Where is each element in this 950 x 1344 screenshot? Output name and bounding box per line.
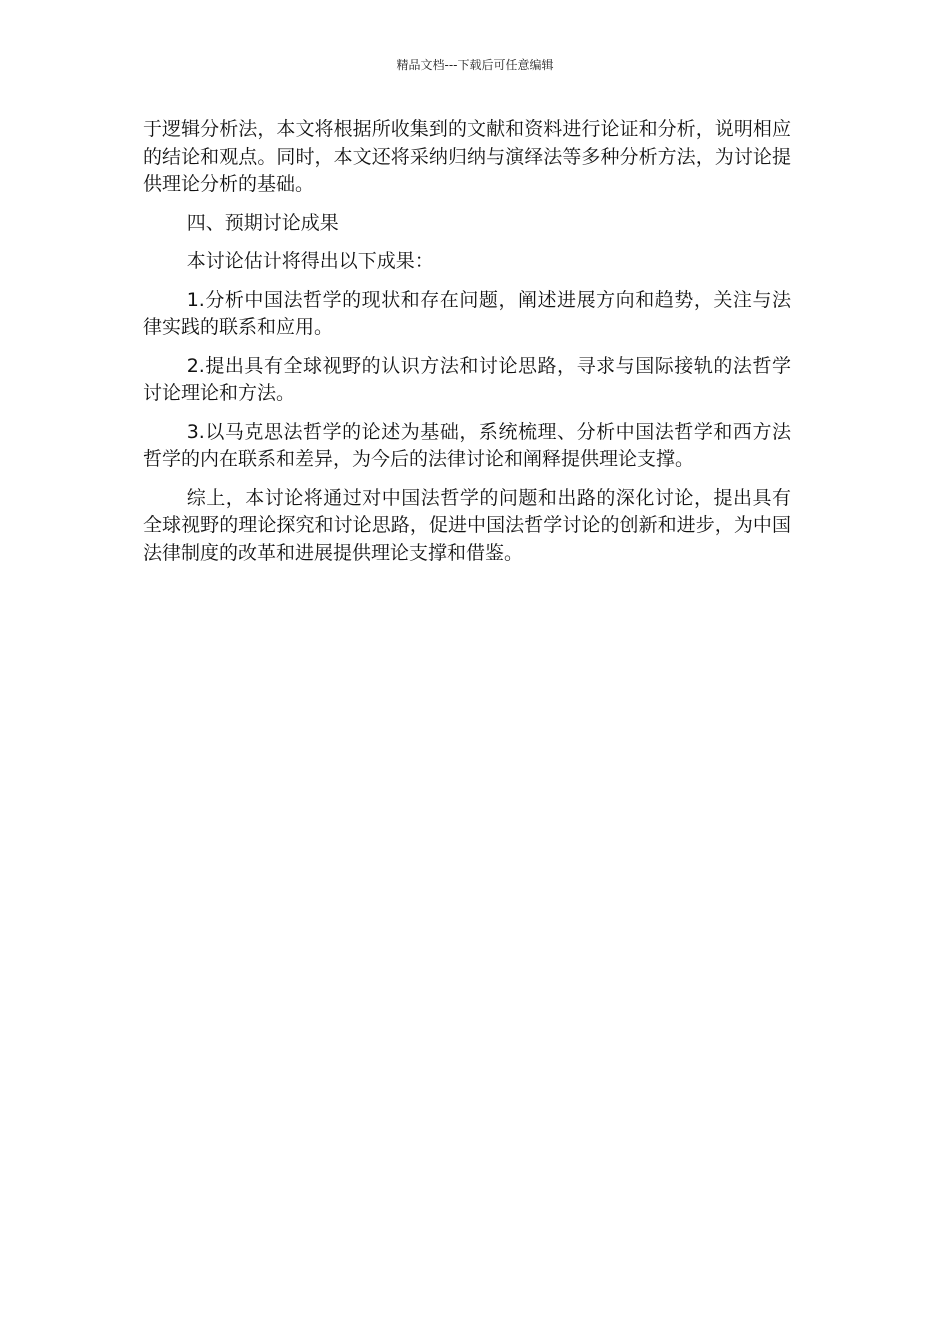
paragraph-results-intro: 本讨论估计将得出以下成果： xyxy=(186,250,434,272)
list-item-result-3: 3.以马克思法哲学的论述为基础，系统梳理、分析中国法哲学和西方法哲学的内在联系和差异，为今后的法律讨论和阐释提供理论支撑。 xyxy=(143,420,791,470)
document-body xyxy=(143,116,791,578)
paragraph-conclusion: 综上，本讨论将通过对中国法哲学的问题和出路的深化讨论，提出具有全球视野的理论探究和讨论思路，促进中国法哲学讨论的创新和进步，为中国法律制度的改革和进展提供理论支撑和借鉴。 xyxy=(143,486,791,564)
page-header: 精品文档---下载后可任意编辑 xyxy=(396,58,554,72)
list-item-result-2: 2.提出具有全球视野的认识方法和讨论思路，寻求与国际接轨的法哲学讨论理论和方法。 xyxy=(143,354,791,404)
section-heading-expected-results: 四、预期讨论成果 xyxy=(186,211,339,234)
list-item-result-1: 1.分析中国法哲学的现状和存在问题，阐述进展方向和趋势，关注与法律实践的联系和应用。 xyxy=(143,288,791,338)
paragraph-method-continuation: 于逻辑分析法，本文将根据所收集到的文献和资料进行论证和分析，说明相应的结论和观点。同时，本文还将采纳归纳与演绎法等多种分析方法，为讨论提供理论分析的基础。 xyxy=(143,118,791,195)
